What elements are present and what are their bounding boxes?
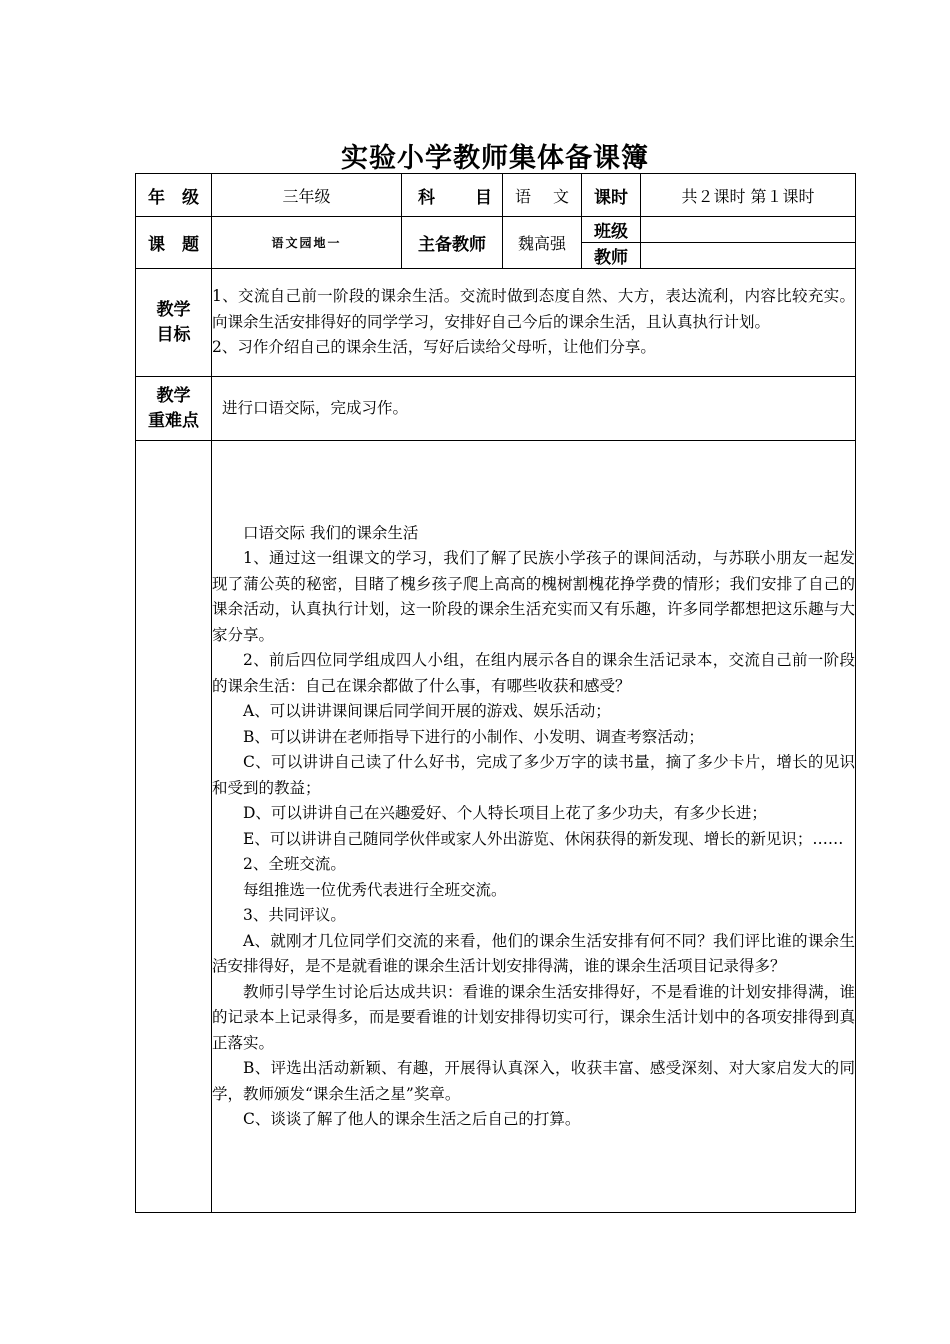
- process-paragraph: 每组推选一位优秀代表进行全班交流。: [243, 880, 507, 899]
- period-label: 课时: [582, 174, 641, 217]
- difficulty-label-line2: 重难点: [148, 410, 199, 431]
- goals-label-line2: 目标: [156, 324, 191, 345]
- subject-label-cell: [402, 174, 503, 217]
- goals-label: [136, 269, 212, 377]
- row-process: [136, 441, 856, 1213]
- class-teacher-values-cell: [641, 217, 856, 269]
- row-topic-teacher: [136, 217, 856, 269]
- process-paragraph: B、评选出活动新颖、有趣，开展得认真深入，收获丰富、感受深刻、对大家启发大的同学，教师颁发“课余生活之星”奖章。: [212, 1059, 855, 1103]
- process-paragraph: E、可以讲讲自己随同学伙伴或家人外出游览、休闲获得的新发现、增长的新见识；……: [243, 829, 844, 848]
- grade-label-char2: 级: [182, 187, 199, 208]
- lead-teacher-value: 魏高强: [503, 217, 582, 269]
- period-value: 共２课时 第１课时: [641, 174, 856, 217]
- process-label-cell: [136, 441, 212, 1213]
- class-label: 班级: [594, 222, 628, 242]
- subject-value-cell: [503, 174, 582, 217]
- topic-label-cell: [136, 217, 212, 269]
- lesson-plan-table: [135, 173, 856, 1213]
- goal-item: 2、习作介绍自己的课余生活，写好后读给父母听，让他们分享。: [212, 338, 656, 357]
- subject-value-char2: 文: [552, 186, 569, 206]
- process-paragraph: B、可以讲讲在老师指导下进行的小制作、小发明、调查考察活动；: [243, 727, 704, 746]
- class-teacher-labels-cell: [582, 217, 641, 269]
- grade-label-cell: [136, 174, 212, 217]
- lead-teacher-label: 主备教师: [402, 217, 503, 269]
- topic-label-char1: 课: [148, 235, 165, 255]
- goals-content: [212, 269, 856, 377]
- process-paragraph: 2、全班交流。: [243, 855, 346, 873]
- row-difficulty: [136, 377, 856, 441]
- difficulty-label: [136, 377, 212, 441]
- process-paragraph: 2、前后四位同学组成四人小组，在组内展示各自的课余生活记录本，交流自己前一阶段的课余生活：自己在课余都做了什么事，有哪些收获和感受？: [212, 651, 855, 695]
- process-paragraph: 口语交际 我们的课余生活: [243, 523, 419, 542]
- process-paragraph: 教师引导学生讨论后达成共识：看谁的课余生活安排得好，不是看谁的计划安排得满，谁的记录本上记录得多，而是要看谁的计划安排得切实可行，课余生活计划中的各项安排得到真正落实。: [212, 982, 855, 1052]
- class-value: [641, 217, 855, 242]
- grade-label-char1: 年: [148, 187, 165, 208]
- page-title: 实验小学教师集体备课簿: [341, 143, 649, 174]
- row-grade-subject: [136, 174, 856, 217]
- grade-value: 三年级: [212, 174, 402, 217]
- process-paragraph: C、可以讲讲自己读了什么好书，完成了多少万字的读书量，摘了多少卡片，增长的见识和受到的教益；: [212, 753, 855, 797]
- teacher-label: 教师: [582, 242, 640, 268]
- subject-label-char2: 目: [475, 187, 492, 208]
- process-paragraph: A、可以讲讲课间课后同学间开展的游戏、娱乐活动；: [243, 702, 611, 720]
- process-content: [212, 441, 856, 1213]
- teacher-value: [641, 242, 855, 268]
- row-goals: [136, 269, 856, 377]
- subject-value-char1: 语: [515, 186, 532, 206]
- process-paragraph: D、可以讲讲自己在兴趣爱好、个人特长项目上花了多少功夫，有多少长进；: [243, 804, 767, 822]
- process-paragraph: C、谈谈了解了他人的课余生活之后自己的打算。: [243, 1110, 581, 1128]
- process-paragraph: 3、共同评议。: [243, 906, 346, 924]
- difficulty-label-line1: 教学: [156, 385, 191, 406]
- process-paragraph: A、就刚才几位同学们交流的来看，他们的课余生活安排有何不同？我们评比谁的课余生活安排得好，是不是就看谁的课余生活计划安排得满，谁的课余生活项目记录得多？: [212, 931, 855, 975]
- process-paragraph: 1、通过这一组课文的学习，我们了解了民族小学孩子的课间活动，与苏联小朋友一起发现了蒲公英的秘密，目睹了槐乡孩子爬上高高的槐树割槐花挣学费的情形；我们安排了自己的课余活动，认真执行计划，这一阶段的课余生活充实而又有乐趣，许多同学都想把这乐趣与大家分享。: [212, 549, 855, 644]
- subject-label-char1: 科: [418, 187, 435, 208]
- goal-item: 1、交流自己前一阶段的课余生活。交流时做到态度自然、大方，表达流利，内容比较充实。向课余生活安排得好的同学学习，安排好自己今后的课余生活，且认真执行计划。: [212, 287, 855, 331]
- topic-label-char2: 题: [182, 235, 199, 255]
- difficulty-content: 进行口语交际，完成习作。: [212, 377, 856, 441]
- goals-label-line1: 教学: [156, 299, 191, 320]
- topic-value: 语文园地一: [212, 217, 402, 269]
